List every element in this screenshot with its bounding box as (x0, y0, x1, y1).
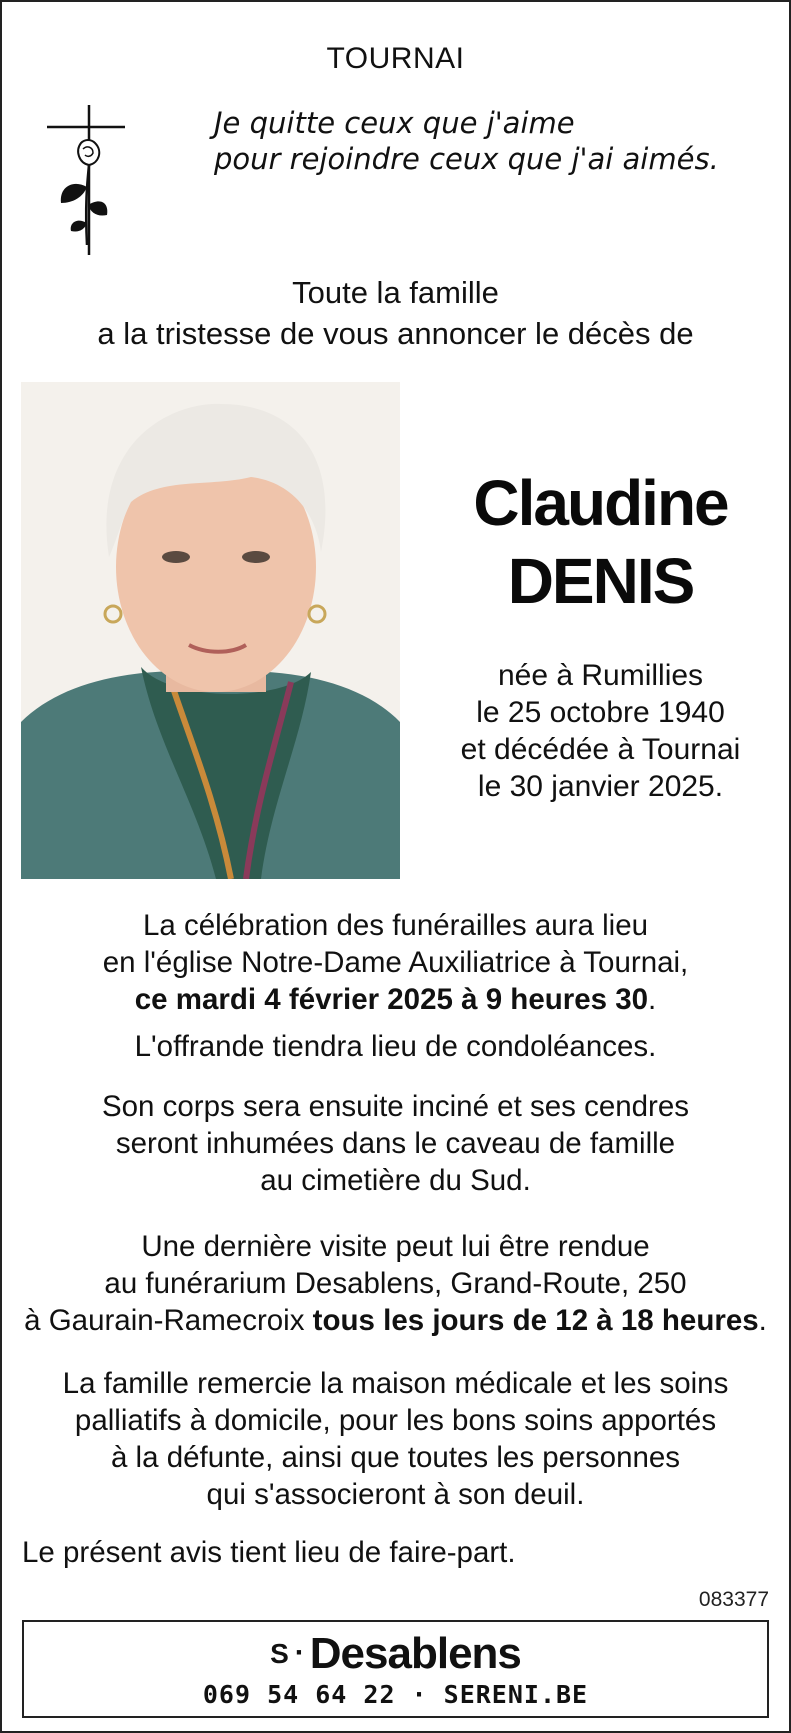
cross-rose-icon (47, 105, 137, 255)
thanks-info (2, 1365, 789, 1513)
ceremony-info (2, 907, 789, 1018)
visit-line-3 (2, 1302, 789, 1339)
thanks-line-4: qui s'associeront à son deuil. (206, 1478, 585, 1511)
reference-number: 083377 (698, 1588, 769, 1611)
closing-note: Le présent avis tient lieu de faire-part. (22, 1536, 516, 1569)
ceremony-line-2: en l'église Notre-Dame Auxiliatrice à Tournai, (102, 946, 689, 979)
funeral-home-logo (24, 1628, 767, 1679)
cremation-line-2: seront inhumées dans le caveau de famille (115, 1127, 676, 1160)
visit-hours: tous les jours de 12 à 18 heures (312, 1304, 759, 1337)
cremation-line-1: Son corps sera ensuite inciné et ses cendres (101, 1090, 690, 1123)
visit-line-1: Une dernière visite peut lui être rendue (141, 1230, 650, 1263)
visit-info (2, 1228, 789, 1339)
birth-date: le 25 octobre 1940 (476, 696, 725, 729)
brand-name: Desablens (309, 1629, 521, 1678)
visit-line-end: . (758, 1304, 767, 1337)
logo-letter: S (270, 1638, 289, 1669)
death-place: et décédée à Tournai (460, 733, 741, 766)
deceased-name (432, 464, 769, 620)
announcement-intro (2, 272, 789, 354)
visit-place: à Gaurain-Ramecroix (24, 1304, 313, 1337)
portrait-photo (21, 382, 400, 879)
thanks-line-2: palliatifs à domicile, pour les bons soins apportés (74, 1404, 717, 1437)
logo-separator: · (294, 1636, 304, 1669)
first-name: Claudine (473, 467, 728, 539)
poem (214, 105, 774, 177)
cremation-info (2, 1088, 789, 1199)
ceremony-datetime: ce mardi 4 février 2025 à 9 heures 30 (134, 983, 649, 1016)
thanks-line-3: à la défunte, ainsi que toutes les personnes (110, 1441, 681, 1474)
visit-line-2: au funérarium Desablens, Grand-Route, 250 (104, 1267, 687, 1300)
last-name: DENIS (507, 545, 694, 617)
thanks-line-1: La famille remercie la maison médicale et les soins (62, 1367, 729, 1400)
birth-death-details (422, 657, 779, 805)
birth-place: née à Rumillies (497, 659, 704, 692)
ceremony-datetime-line (2, 981, 789, 1018)
funeral-home-footer (22, 1620, 769, 1718)
ceremony-datetime-end: . (648, 983, 657, 1016)
cremation-line-3: au cimetière du Sud. (260, 1164, 531, 1197)
poem-line-2: pour rejoindre ceux que j'ai aimés. (214, 142, 719, 176)
poem-line-1: Je quitte ceux que j'aime (214, 106, 575, 140)
death-date: le 30 janvier 2025. (477, 770, 724, 803)
ceremony-line-1: La célébration des funérailles aura lieu (142, 909, 649, 942)
offering-info: L'offrande tiendra lieu de condoléances. (134, 1030, 657, 1063)
city-heading: TOURNAI (326, 42, 465, 75)
intro-line-2: a la tristesse de vous annoncer le décès de (97, 316, 694, 351)
contact-line: 069 54 64 22 · SERENI.BE (202, 1680, 589, 1709)
intro-line-1: Toute la famille (292, 275, 499, 310)
